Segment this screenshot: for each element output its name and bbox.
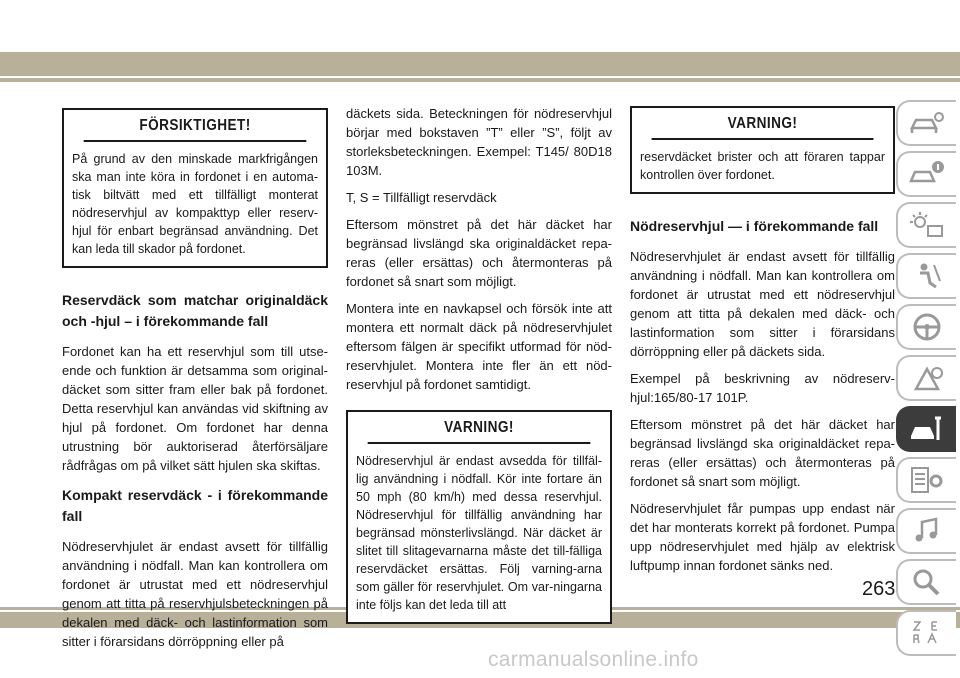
paragraph: Eftersom mönstret på det här däcket har begränsad livslängd ska originaldäcket repa-reras (eller ersättas) och återmonteras på fordonet så snart som möjligt.	[346, 217, 612, 289]
multimedia-icon	[908, 516, 946, 546]
paragraph: däckets sida. Beteckningen för nödreservhjul börjar med bokstaven ”T” eller ”S”, följt av storleksbeteckningen. Exempel: T145/ 80D18 103M.	[346, 106, 612, 178]
tab-steering-wheel[interactable]	[896, 304, 956, 350]
warning-box-continued	[630, 106, 895, 194]
tab-car-key[interactable]	[896, 100, 956, 146]
warning-title: VARNING!	[652, 108, 874, 140]
paragraph: Nödreservhjulet får pumpas upp endast när det har monterats korrekt på fordonet. Pumpa upp nödreservhjulet med hjälp av elektrisk luftpump innan fordonet sänks ned.	[630, 501, 895, 573]
column-3	[630, 106, 895, 583]
car-key-icon	[908, 108, 946, 138]
paragraph: Eftersom mönstret på det här däcket har begränsad livslängd ska originaldäcket repa-reras (eller ersättas) och återmonteras på fordonet så snart som möjligt.	[630, 417, 895, 489]
tab-index[interactable]	[896, 610, 956, 656]
magnifier-icon	[908, 567, 946, 597]
steering-wheel-icon	[908, 312, 946, 342]
column-2	[346, 104, 612, 624]
caution-box	[62, 108, 328, 268]
warning-body: Nödreservhjul är endast avsedda för tillfäl-lig användning i nödfall. Kör inte fortare än 50 mph (80 km/h) med dessa reservhjul. Nödreservhjul för tillfällig användning har begränsad mönsterlivslängd. När däcket är slitet till slitagevarnarna måste det till-fälliga reservdäcket ersättas. Följ varning-arna som gäller för reservhjulet. Om var-ningarna inte följs kan det leda till att	[356, 454, 602, 612]
caution-body: På grund av den minskade markfrigången ska man inte köra in fordonet i en automa-tisk biltvätt med ett tillfälligt monterat nödreservhjul av kompakttyp eller reserv-hjul för enbart begränsad användning. Det kan leda till skador på fordonet.	[72, 152, 318, 256]
paragraph: Montera inte en navkapsel och försök inte att montera ett normalt däck på nödreservhjulet eftersom fälgen är specifikt utformad för nöd-reservhjulet. Montera inte fler än ett nöd-reservhjul på fordonet samtidigt.	[346, 301, 612, 392]
heading-compact-spare: Kompakt reservdäck - i förekommande fall	[62, 487, 328, 524]
tab-multimedia[interactable]	[896, 508, 956, 554]
footer-watermark: carmanualsonline.info	[488, 648, 699, 671]
tab-car-wrench[interactable]	[896, 406, 956, 452]
paragraph: Exempel på beskrivning av nödreserv-hjul:165/80-17 101P.	[630, 371, 895, 405]
warning-title: VARNING!	[368, 412, 591, 444]
car-wrench-icon	[908, 414, 946, 444]
chapter-tabs	[896, 100, 960, 661]
warning-body: reservdäcket brister och att föraren tappar kontrollen över fordonet.	[640, 150, 885, 182]
paragraph: Nödreservhjulet är endast avsett för tillfällig användning i nödfall. Man kan kontrollera om fordonet är utrustat med ett nödreservhjul genom att titta på dekalen med däck- och lastinformation som sitter i förarsidans dörröppning eller på däckets sida.	[630, 249, 895, 359]
paragraph: Fordonet kan ha ett reservhjul som till utse-ende och funktion är detsamma som original-däcket som sitter fram eller bak på fordonet. Detta reservhjul kan användas vid skiftning av hjul på fordonet. Om fordonet har denna utrustning bör auktoriserad återförsäljare rådfrågas om på vilket sätt hjulen ska skiftas.	[62, 344, 328, 473]
seat-person-icon	[908, 261, 946, 291]
tab-magnifier[interactable]	[896, 559, 956, 605]
top-band	[0, 52, 960, 76]
dashboard-lights-icon	[908, 210, 946, 240]
column-1	[62, 108, 328, 659]
heading-matching-spare: Reservdäck som matchar originaldäck och -hjul – i förekommande fall	[62, 292, 328, 329]
warning-triangle-icon	[908, 363, 946, 393]
tab-warning-triangle[interactable]	[896, 355, 956, 401]
paragraph: Nödreservhjulet är endast avsett för tillfällig användning i nödfall. Man kan kontrollera om fordonet är utrustat med ett nödreservhjul genom att titta på reservhjulsbeteckningen på dekalen med däck- och lastinformation som sitter i förarsidans dörröppning eller på	[62, 539, 328, 649]
caution-title: FÖRSIKTIGHET!	[84, 110, 307, 142]
top-band-line	[0, 78, 960, 82]
tab-seat-person[interactable]	[896, 253, 956, 299]
paragraph: T, S = Tillfälligt reservdäck	[346, 190, 497, 205]
warning-box	[346, 410, 612, 624]
tab-dashboard-lights[interactable]	[896, 202, 956, 248]
index-letters-icon	[908, 618, 946, 648]
tab-list-gear[interactable]	[896, 457, 956, 503]
car-info-icon	[908, 159, 946, 189]
page-number: 263	[862, 578, 896, 600]
list-gear-icon	[908, 465, 946, 495]
tab-car-info[interactable]	[896, 151, 956, 197]
heading-emergency-spare: Nödreservhjul — i förekommande fall	[630, 218, 879, 234]
